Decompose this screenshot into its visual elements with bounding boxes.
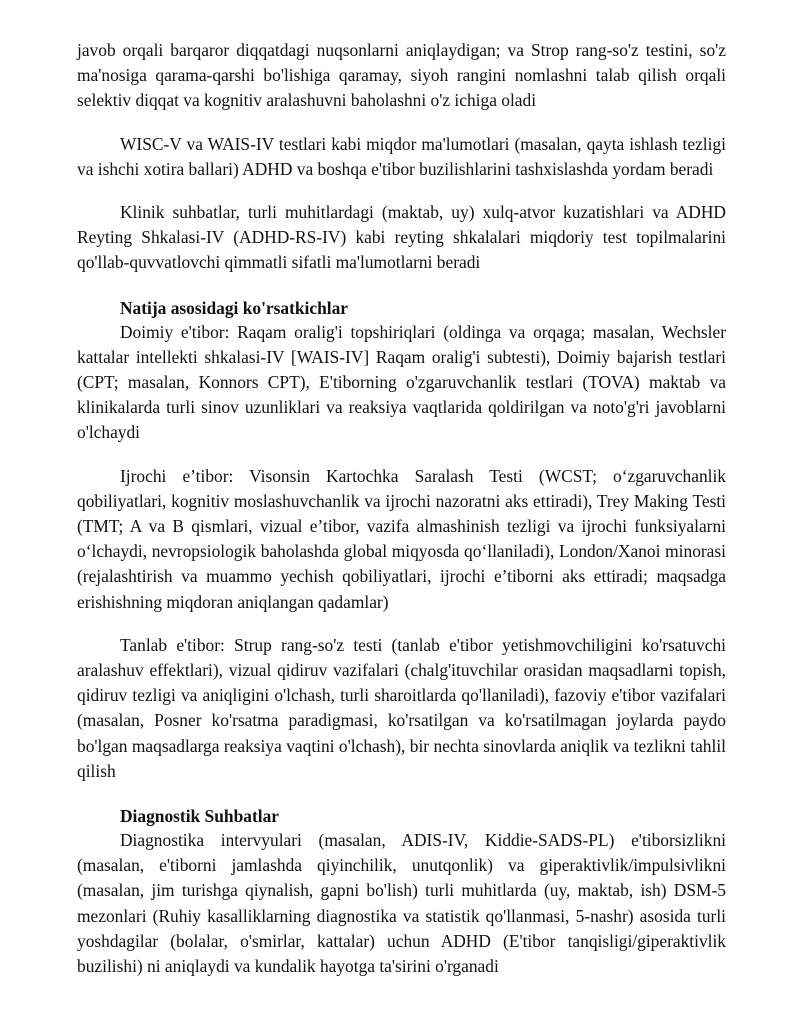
section-heading-outcome-measures: Natija asosidagi ko'rsatkichlar [120,297,349,318]
paragraph-continuation: javob orqali barqaror diqqatdagi nuqsonlarni aniqlaydigan; va Strop rang-so'z testini, so'z ma'nosiga qarama-qarshi bo'lishiga qaramay, siyoh rangini nomlashni talab qilish orqali selektiv diqqat va kognitiv aralashuvni baholashni o'z ichiga oladi [77,40,726,111]
paragraph-clinical-interviews: Klinik suhbatlar, turli muhitlardagi (maktab, uy) xulq-atvor kuzatishlari va ADHD Reyting Shkalasi-IV (ADHD-RS-IV) kabi reyting shkalalari miqdoriy test topilmalarini qo'llab-quvvatlovchi qimmatli sifatli ma'lumotlarni beradi [77,202,726,273]
paragraph-selective-attention: Tanlab e'tibor: Strup rang-so'z testi (tanlab e'tibor yetishmovchiligini ko'rsatuvchi aralashuv effektlari), vizual qidiruv vazifalari (chalg'ituvchilar orasidan maqsadlarni topish, qidiruv tezligi va aniqligini o'lchash, turli sharoitlarda qo'llaniladi), fazoviy e'tibor vazifalari (masalan, Posner ko'rsatma paradigmasi, ko'rsatilgan va ko'rsatilmagan joylarda paydo bo'lgan maqsadlarga reaksiya vaqtini o'lchash), bir nechta sinovlarda aniqlik va tezlikni tahlil qilish [77,634,726,781]
paragraph-executive-attention: Ijrochi e’tibor: Visonsin Kartochka Saralash Testi (WCST; o‘zgaruvchanlik qobiliyatlari, kognitiv moslashuvchanlik va ijrochi nazoratni aks ettiradi), Trey Making Testi (TMT; A va B qismlari, vizual e’tibor, vazifa almashinish tezligi va ijrochi funksiyalarni o‘lchaydi, nevropsiologik baholashda global miqyosda qo‘llaniladi), London/Xanoi minorasi (rejalashtirish va muammo yechish qobiliyatlari, ijrochi e’tiborni aks ettiradi; maqsadga erishishning miqdoran aniqlangan qadamlar) [77,465,726,612]
document-page [77,38,726,979]
paragraph-diagnostic-interviews: Diagnostika intervyulari (masalan, ADIS-IV, Kiddie-SADS-PL) e'tiborsizlikni (masalan, e'tiborni jamlashda qiyinchilik, unutqonlik) va giperaktivlik/impulsivlikni (masalan, jim turishga qiynalish, gapni bo'lish) turli muhitlarda (uy, maktab, ish) DSM-5 mezonlari (Ruhiy kasalliklarning diagnostika va statistik qo'llanmasi, 5-nashr) asosida turli yoshdagilar (bolalar, o'smirlar, kattalar) uchun ADHD (E'tibor tanqisligi/giperaktivlik buzilishi) ni aniqlaydi va kundalik hayotga ta'sirini o'rganadi [77,830,726,977]
paragraph-wisc-wais: WISC-V va WAIS-IV testlari kabi miqdor ma'lumotlari (masalan, qayta ishlash tezligi va ishchi xotira ballari) ADHD va boshqa e'tibor buzilishlarini tashxislashda yordam beradi [77,133,726,179]
section-heading-diagnostic-interviews: Diagnostik Suhbatlar [120,806,279,827]
paragraph-sustained-attention: Doimiy e'tibor: Raqam oralig'i topshiriqlari (oldinga va orqaga; masalan, Wechsler kattalar intellekti shkalasi-IV [WAIS-IV] Raqam oralig'i subtesti), Doimiy bajarish testlari (CPT; masalan, Konnors CPT), E'tiborning o'zgaruvchanlik testlari (TOVA) maktab va klinikalarda turli sinov uzunliklari va reaksiya vaqtlarida qoldirilgan va noto'g'ri javoblarni o'lchaydi [77,321,726,443]
